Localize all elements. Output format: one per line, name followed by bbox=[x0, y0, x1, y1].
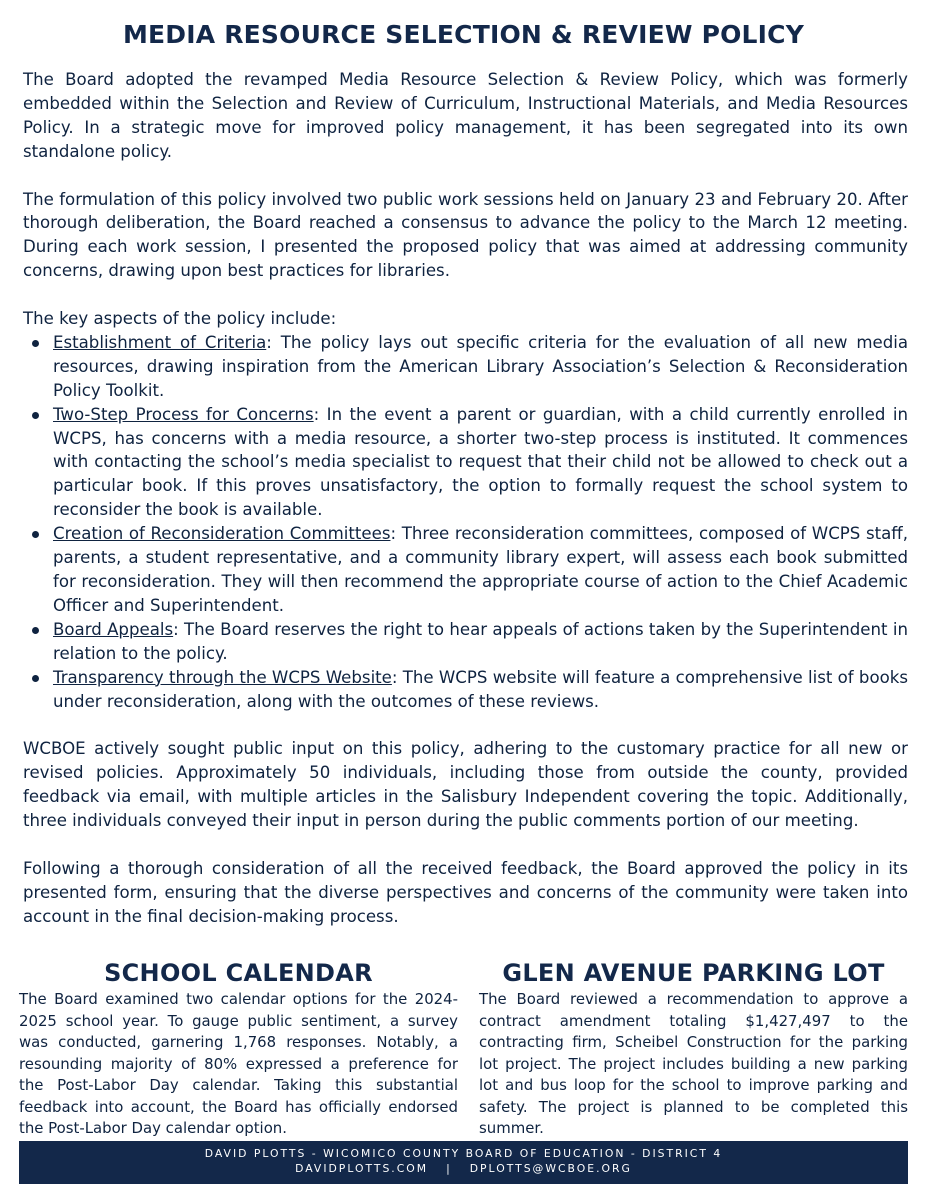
list-item bbox=[23, 331, 908, 403]
bullet-term: Board Appeals bbox=[53, 619, 174, 639]
footer-author-line: DAVID PLOTTS - WICOMICO COUNTY BOARD OF EDUCATION - DISTRICT 4 bbox=[204, 1147, 723, 1160]
bullet-term: Transparency through the WCPS Website bbox=[53, 667, 392, 687]
school-calendar-section bbox=[19, 957, 458, 1140]
list-item bbox=[23, 666, 908, 714]
bullet-text: : The policy lays out specific criteria for the evaluation of all new media resources, drawing inspiration from the American Library Association’s Selection & Reconsideration Policy Toolkit. bbox=[53, 332, 909, 400]
page-title: MEDIA RESOURCE SELECTION & REVIEW POLICY bbox=[122, 20, 805, 49]
footer-contact-line bbox=[19, 1161, 908, 1176]
policy-article bbox=[23, 68, 908, 929]
footer-website-link[interactable]: DAVIDPLOTTS.COM bbox=[295, 1162, 429, 1175]
list-item bbox=[23, 403, 908, 523]
list-item bbox=[23, 522, 908, 618]
footer-email-link[interactable]: DPLOTTS@WCBOE.ORG bbox=[469, 1162, 632, 1175]
footer-separator: | bbox=[446, 1162, 452, 1175]
intro-paragraph-1: The Board adopted the revamped Media Resource Selection & Review Policy, which was formerly embedded within the Selection and Review of Curriculum, Instructional Materials, and Media Resources Policy. In a strategic move for improved policy management, it has been segregated into its own standalone policy. bbox=[23, 70, 908, 161]
bullet-term: Creation of Reconsideration Committees bbox=[53, 524, 391, 544]
bullet-term: Two-Step Process for Concerns bbox=[53, 404, 314, 424]
parking-lot-body: The Board reviewed a recommendation to approve a contract amendment totaling $1,427,497 to the contracting firm, Scheibel Construction for the parking lot project. The project includes building a new parking lot and bus loop for the school to improve parking and safety. The project is planned to be completed this summer. bbox=[479, 990, 908, 1137]
outro-paragraph-2: Following a thorough consideration of all the received feedback, the Board approved the policy in its presented form, ensuring that the diverse perspectives and concerns of the community were taken into account in the final decision-making process. bbox=[23, 858, 908, 926]
school-calendar-body: The Board examined two calendar options for the 2024-2025 school year. To gauge public sentiment, a survey was conducted, garnering 1,768 responses. Notably, a resounding majority of 80% expressed a preference for the Post-Labor Day calendar. Taking this substantial feedback into account, the Board has officially endorsed the Post-Labor Day calendar option. bbox=[19, 990, 458, 1137]
footer-bar bbox=[19, 1141, 908, 1184]
bullet-text: : In the event a parent or guardian, with a child currently enrolled in WCPS, has concerns with a media resource, a shorter two-step process is instituted. It commences with contacting the school’s media specialist to request that their child not be allowed to check out a particular book. If this proves unsatisfactory, the option to formally request the school system to reconsider the book is available. bbox=[53, 404, 908, 520]
bullet-text: : The Board reserves the right to hear appeals of actions taken by the Superintendent in relation to the policy. bbox=[53, 619, 908, 663]
outro-paragraph-1: WCBOE actively sought public input on this policy, adhering to the customary practice for all new or revised policies. Approximately 50 individuals, including those from outside the county, provided feedback via email, with multiple articles in the Salisbury Independent covering the topic. Additionally, three individuals conveyed their input in person during the public comments portion of our meeting. bbox=[23, 739, 908, 831]
bullet-term: Establishment of Criteria bbox=[53, 332, 267, 352]
school-calendar-heading: SCHOOL CALENDAR bbox=[104, 959, 373, 987]
key-aspects-list bbox=[23, 331, 908, 714]
list-item bbox=[23, 618, 908, 666]
parking-lot-section bbox=[479, 957, 908, 1140]
bullet-text: : Three reconsideration committees, composed of WCPS staff, parents, a student representative, and a community library expert, will assess each book submitted for reconsideration. They will then recommend the appropriate course of action to the Chief Academic Officer and Superintendent. bbox=[53, 524, 908, 615]
parking-lot-heading: GLEN AVENUE PARKING LOT bbox=[502, 959, 885, 987]
intro-paragraph-2: The formulation of this policy involved two public work sessions held on January 23 and February 20. After thorough deliberation, the Board reached a consensus to advance the policy to the March 12 meeting. During each work session, I presented the proposed policy that was aimed at addressing community concerns, drawing upon best practices for libraries. bbox=[23, 189, 908, 281]
bullet-text: : The WCPS website will feature a comprehensive list of books under reconsideration, along with the outcomes of these reviews. bbox=[53, 667, 909, 711]
key-aspects-lead: The key aspects of the policy include: bbox=[23, 309, 337, 329]
